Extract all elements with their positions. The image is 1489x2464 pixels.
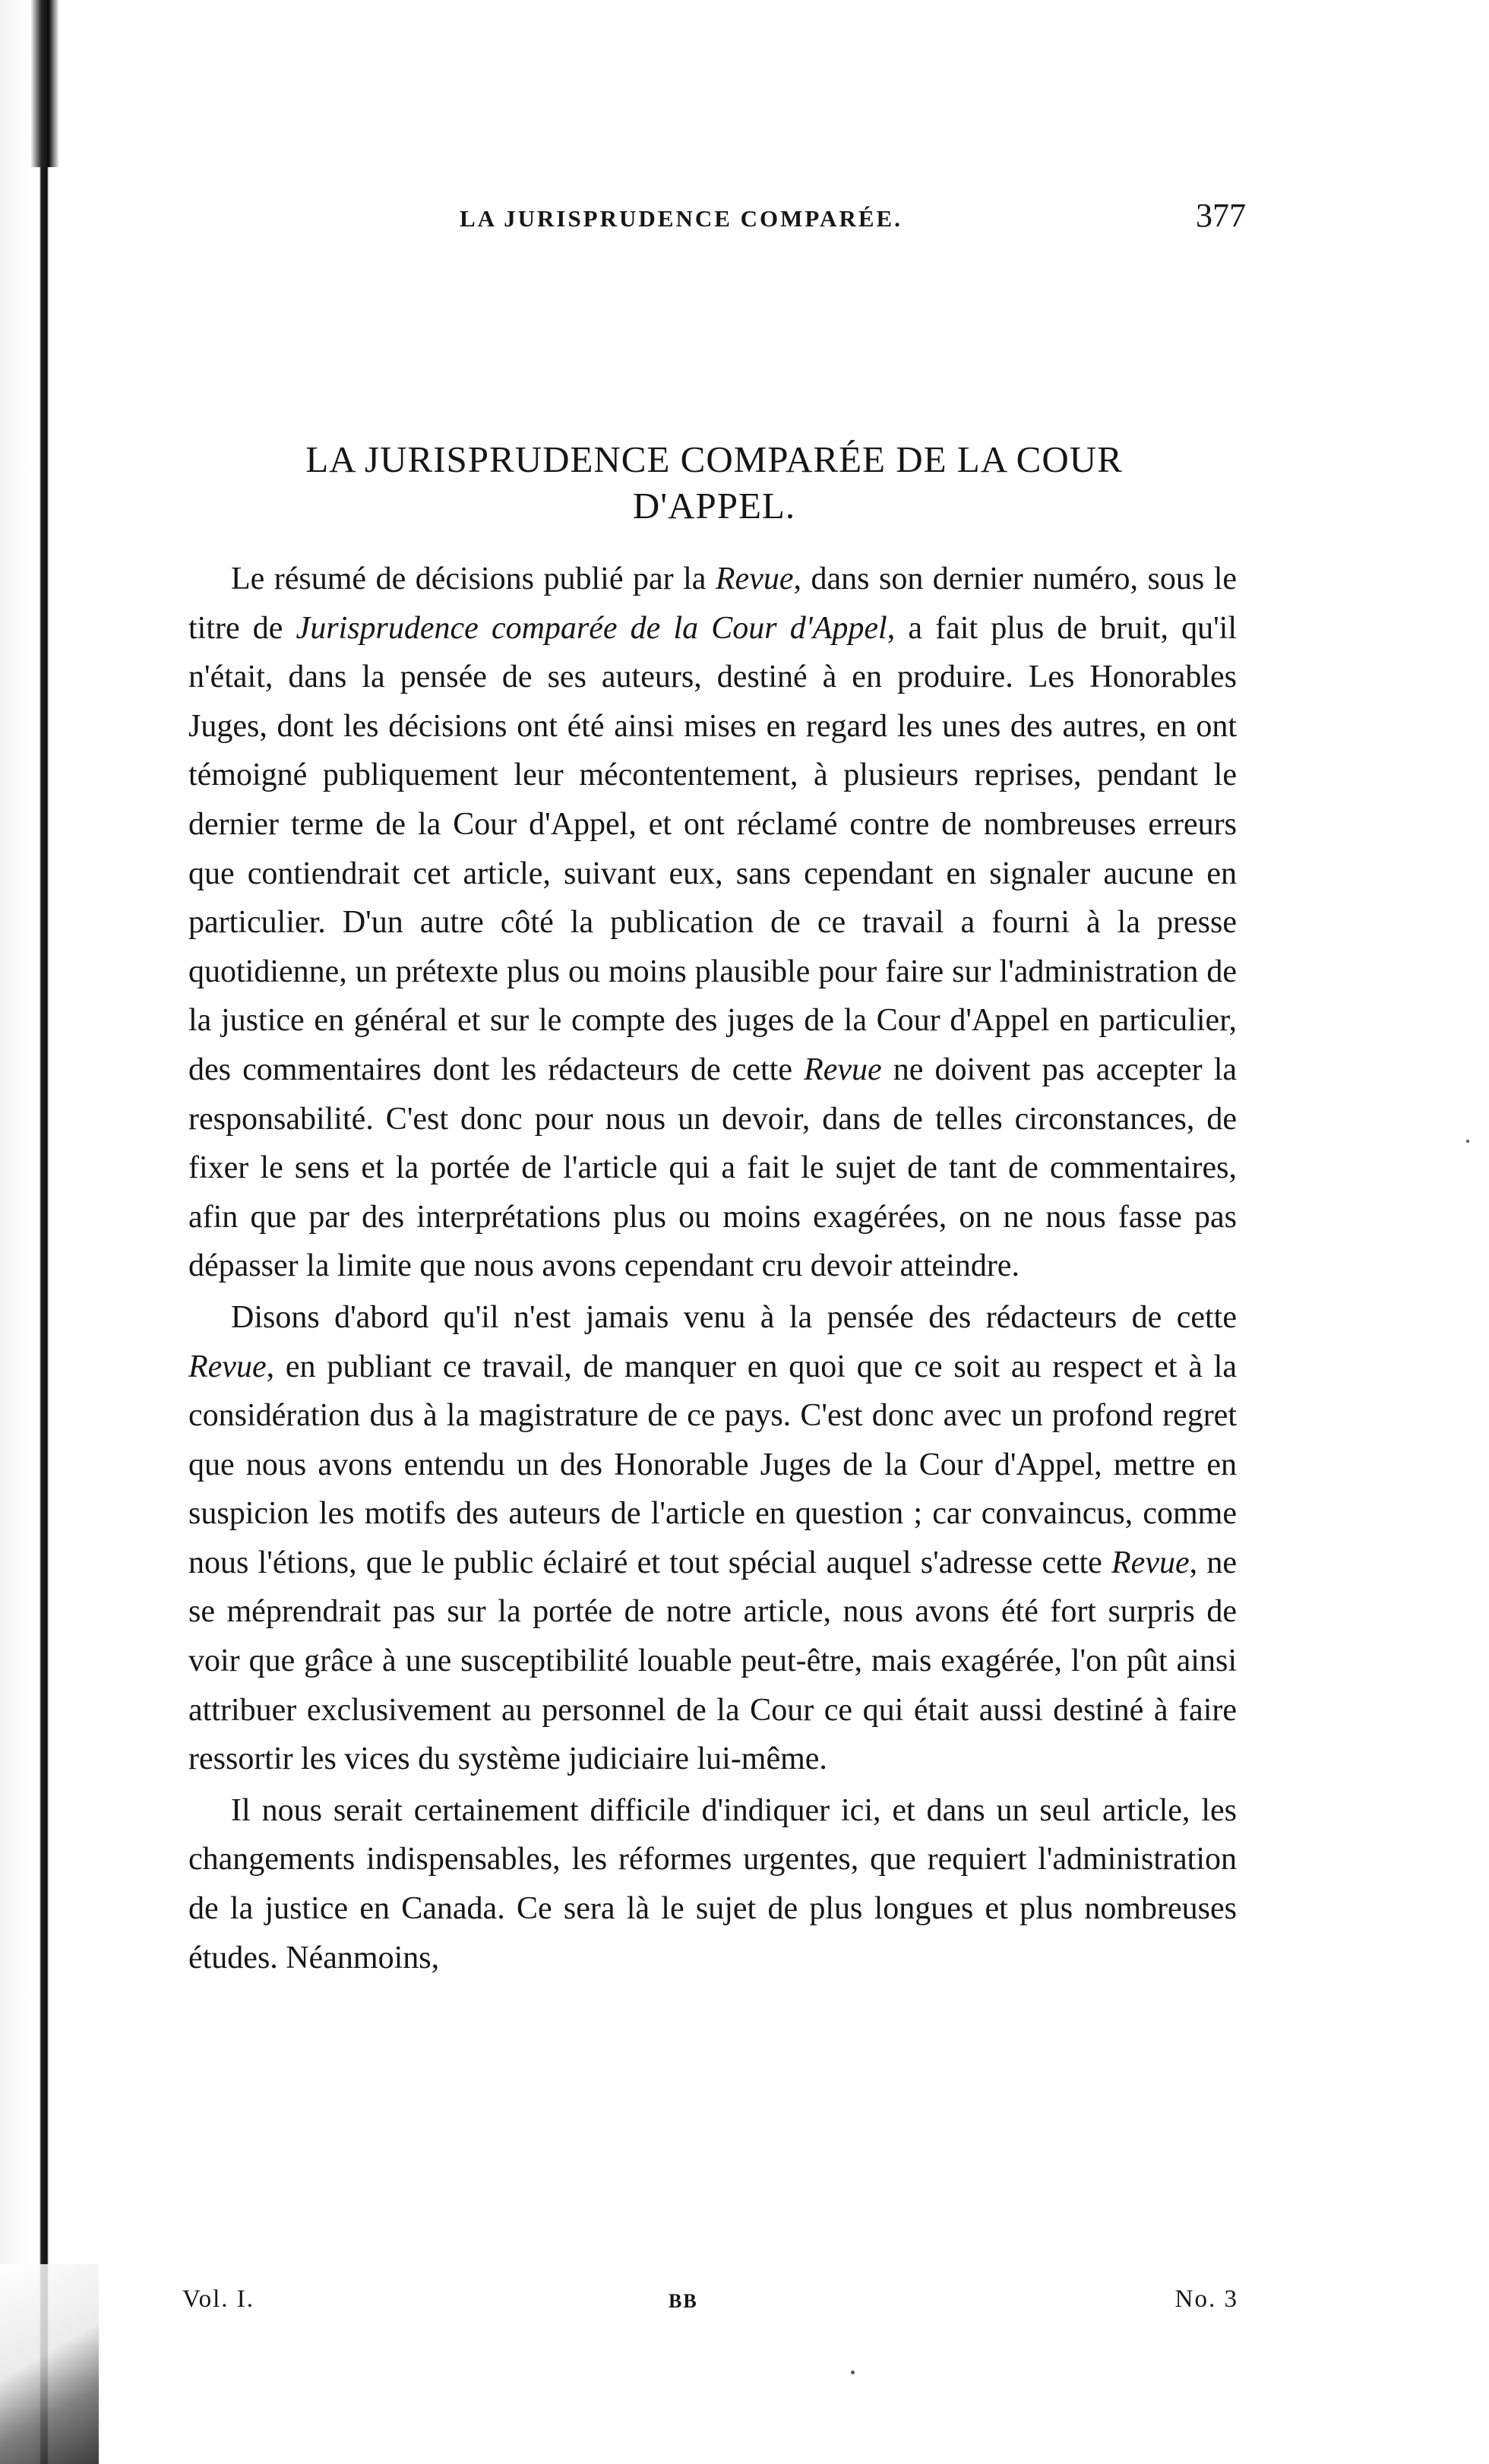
article-title — [182, 436, 1246, 529]
paragraph-3: Il nous serait certainement difficile d'indiquer ici, et dans un seul article, les changements indispensables, les réformes urgentes, que requiert l'administration de la justice en Canada. Ce sera là le sujet de plus longues et plus nombreuses études. Néanmoins, — [188, 1792, 1237, 1975]
article-body — [188, 555, 1237, 1982]
article-title-line-1: LA JURISPRUDENCE COMPARÉE DE LA COUR — [305, 438, 1123, 480]
p2-text-e: , ne se méprendrait pas sur la portée de notre article, nous avons été fort surpris de voir que grâce à une susceptibilité louable peut-être, mais exagérée, l'on pût ainsi attribuer exclusivement au personnel de la Cour ce qui était aussi destiné à faire ressortir les vices du système judiciaire lui-même. — [188, 1545, 1237, 1777]
p1-title-italic: Jurisprudence comparée de la Cour d'Appel — [296, 610, 887, 646]
page-curl-shadow — [0, 2264, 99, 2464]
paragraph-1 — [188, 555, 1237, 1291]
running-header — [182, 196, 1246, 242]
signature-mark: BB — [669, 2290, 698, 2312]
page-number: 377 — [1196, 197, 1246, 234]
running-title: LA JURISPRUDENCE COMPARÉE. — [460, 205, 903, 232]
volume-label: Vol. I. — [182, 2285, 254, 2313]
paragraph-2 — [188, 1293, 1237, 1784]
p1-text-g: ne doivent pas accepter la responsabilité. C'est donc pour nous un devoir, dans de telles circonstances, de fixer le sens et la portée de l'article qui a fait le sujet de tant de commentaires, afin que par des interprétations plus ou moins exagérées, on ne nous fasse pas dépasser la limite que nous avons cependant cru devoir atteindre. — [188, 1052, 1238, 1284]
paper-speck — [1466, 1140, 1469, 1143]
issue-label: No. 3 — [1174, 2285, 1238, 2313]
p2-revue-italic: Revue — [188, 1349, 267, 1384]
page-footer — [182, 2285, 1238, 2323]
page-binding-edge — [0, 0, 49, 2464]
p2-revue-italic-2: Revue — [1111, 1545, 1190, 1580]
p1-text-c: , dans son dernier numéro, sous le titre de — [188, 561, 1238, 646]
p1-revue-italic-2: Revue — [804, 1052, 882, 1087]
article-title-line-2: D'APPEL. — [632, 485, 796, 527]
p1-text-a: Le résumé de décisions publié par la — [231, 561, 716, 596]
p2-text-a: Disons d'abord qu'il n'est jamais venu à la pensée des rédacteurs de cette — [231, 1299, 1237, 1335]
binding-shadow-top — [30, 0, 59, 167]
p1-text-e: , a fait plus de bruit, qu'il n'était, dans la pensée de ses auteurs, destiné à en produire. Les Honorables Juges, dont les décisions ont été ainsi mises en regard les unes des autres, en ont témoigné publiquement leur mécontentement, à plusieurs reprises, pendant le dernier terme de la Cour d'Appel, et ont réclamé contre de nombreuses erreurs que contiendrait cet article, suivant eux, sans cependant en signaler aucune en particulier. D'un autre côté la publication de ce travail a fourni à la presse quotidienne, un prétexte plus ou moins plausible pour faire sur l'administration de la justice en général et sur le compte des juges de la Cour d'Appel en particulier, des commentaires dont les rédacteurs de cette — [188, 610, 1237, 1087]
p2-text-c: , en publiant ce travail, de manquer en quoi que ce soit au respect et à la considération dus à la magistrature de ce pays. C'est donc avec un profond regret que nous avons entendu un des Honorable Juges de la Cour d'Appel, mettre en suspicion les motifs des auteurs de l'article en question ; car convaincus, comme nous l'étions, que le public éclairé et tout spécial auquel s'adresse cette — [188, 1349, 1237, 1580]
p1-revue-italic: Revue — [715, 561, 794, 596]
paper-speck — [851, 2371, 855, 2374]
